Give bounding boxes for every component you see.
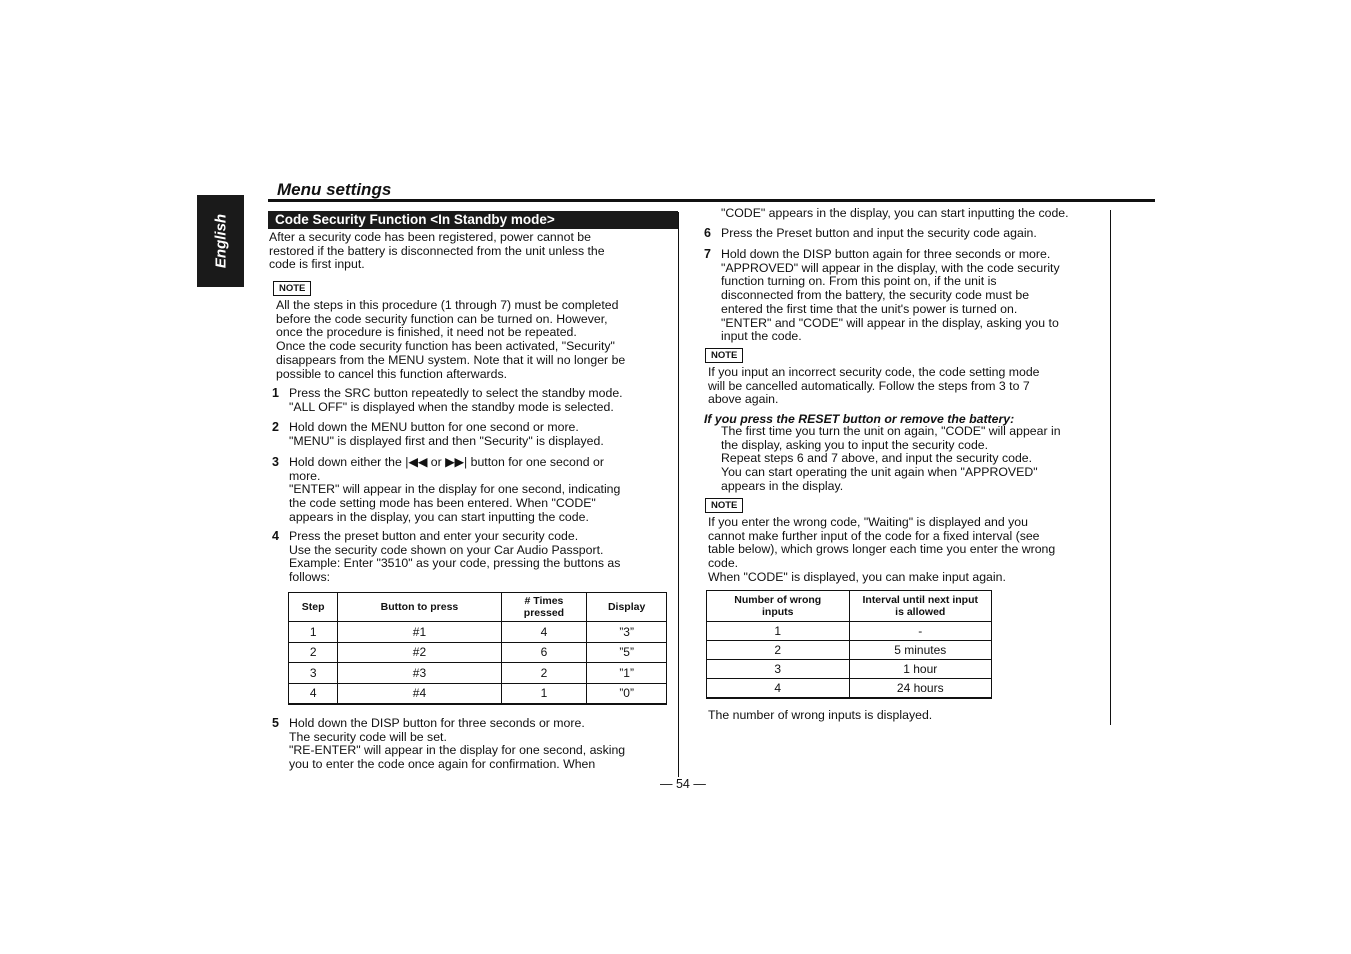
table-cell: 4 xyxy=(707,679,850,699)
table-row xyxy=(707,641,992,660)
table-cell: 1 xyxy=(289,622,338,643)
step-number: 1 xyxy=(272,386,279,400)
page-number: — 54 — xyxy=(660,777,706,791)
reset-text: The first time you turn the unit on again, "CODE" will appear in the display, asking you to input the security code. Repeat steps 6 and 7 above, and input the security code. You can start operating the unit again when "APPROVED" appears in the display. xyxy=(721,424,1061,493)
column-header: # Times pressed xyxy=(501,593,587,622)
table-cell: ”3” xyxy=(587,622,667,643)
table-cell: ”5” xyxy=(587,642,667,663)
step-number: 2 xyxy=(272,420,279,434)
step-number: 3 xyxy=(272,455,279,469)
step-text: Hold down the MENU button for one second or more. "MENU" is displayed first and then "Security" is displayed. xyxy=(289,420,604,448)
language-tab xyxy=(197,195,244,287)
section-title: Menu settings xyxy=(277,180,392,199)
step-text: Hold down either the |◀◀ or ▶▶| button for one second or more. "ENTER" will appear in the display for one second, indicating the code setting mode has been entered. When "CODE" appears in the display, you can start inputting the code. xyxy=(289,455,621,524)
note-badge: NOTE xyxy=(705,498,743,513)
table-cell: ”0” xyxy=(587,683,667,704)
intro-paragraph: After a security code has been registered, power cannot be restored if the battery is disconnected from the unit unless the code is first input. xyxy=(269,230,605,272)
table-row xyxy=(707,660,992,679)
table-cell: 2 xyxy=(707,641,850,660)
table-cell: ”1” xyxy=(587,663,667,684)
subsection-heading: Code Security Function <In Standby mode> xyxy=(268,211,678,229)
note-badge: NOTE xyxy=(273,281,311,296)
column-header: Display xyxy=(587,593,667,622)
table-row xyxy=(707,679,992,699)
column-header: Interval until next input is allowed xyxy=(849,591,992,622)
table-cell: 1 xyxy=(501,683,587,704)
table-row xyxy=(289,683,667,704)
continuation-text: "CODE" appears in the display, you can start inputting the code. xyxy=(721,206,1069,220)
table-header-row xyxy=(707,591,992,622)
step-number: 6 xyxy=(704,226,711,240)
step-text: Hold down the DISP button for three seconds or more. The security code will be set. "RE-ENTER" will appear in the display for one second, asking you to enter the code once again for confirmation. When xyxy=(289,716,626,772)
table-row xyxy=(289,663,667,684)
step-text: Press the preset button and enter your security code. Use the security code shown on your Car Audio Passport. Example: Enter "3510" as your code, pressing the buttons as follows: xyxy=(289,529,621,585)
table-row xyxy=(289,622,667,643)
step-number: 7 xyxy=(704,247,711,261)
table-cell: #1 xyxy=(338,622,501,643)
step-number: 5 xyxy=(272,716,279,730)
step-number: 4 xyxy=(272,529,279,543)
table-cell: #2 xyxy=(338,642,501,663)
note-text: If you input an incorrect security code, the code setting mode will be cancelled automatically. Follow the steps from 3 to 7 above again. xyxy=(708,365,1040,407)
column-divider xyxy=(678,212,679,777)
footer-note: The number of wrong inputs is displayed. xyxy=(708,708,933,722)
table-cell: #4 xyxy=(338,683,501,704)
table-cell: 3 xyxy=(289,663,338,684)
table-cell: 2 xyxy=(501,663,587,684)
step-text: Press the Preset button and input the security code again. xyxy=(721,226,1037,240)
note-badge: NOTE xyxy=(705,348,743,363)
right-margin-rule xyxy=(1110,210,1111,725)
table-cell: #3 xyxy=(338,663,501,684)
button-sequence-table xyxy=(288,592,667,705)
language-label: English xyxy=(212,213,229,269)
column-header: Button to press xyxy=(338,593,501,622)
table-row xyxy=(289,642,667,663)
table-cell: 5 minutes xyxy=(849,641,992,660)
column-header: Number of wrong inputs xyxy=(707,591,850,622)
table-row xyxy=(707,622,992,641)
table-cell: 1 xyxy=(707,622,850,641)
wrong-input-interval-table xyxy=(706,590,992,699)
table-cell: 4 xyxy=(289,683,338,704)
step-text: Hold down the DISP button again for three seconds or more. "APPROVED" will appear in the display, with the code security function turning on. From this point on, if the unit is disconnected from the battery, the security code must be entered the first time that the unit's power is turned on. "ENTER" and "CODE" will appear in the display, asking you to input the code. xyxy=(721,247,1060,344)
reset-heading: If you press the RESET button or remove the battery: xyxy=(704,412,1015,426)
table-cell: 1 hour xyxy=(849,660,992,679)
column-header: Step xyxy=(289,593,338,622)
note-text: All the steps in this procedure (1 through 7) must be completed before the code security function can be turned on. However, once the procedure is finished, it need not be repeated. Once the code security function has been activated, "Security" disappears from the MENU system. Note that it will no longer be possible to cancel this function afterwards. xyxy=(276,298,626,381)
table-cell: 24 hours xyxy=(849,679,992,699)
step-text: Press the SRC button repeatedly to select the standby mode. "ALL OFF" is displayed when the standby mode is selected. xyxy=(289,386,623,414)
table-cell: 4 xyxy=(501,622,587,643)
table-header-row xyxy=(289,593,667,622)
title-rule xyxy=(268,199,1155,202)
table-cell: 3 xyxy=(707,660,850,679)
table-cell: 6 xyxy=(501,642,587,663)
note-text: If you enter the wrong code, "Waiting" is displayed and you cannot make further input of the code for a fixed interval (see table below), which grows longer each time you enter the wrong code. When "CODE" is displayed, you can make input again. xyxy=(708,515,1056,584)
table-cell: - xyxy=(849,622,992,641)
table-cell: 2 xyxy=(289,642,338,663)
